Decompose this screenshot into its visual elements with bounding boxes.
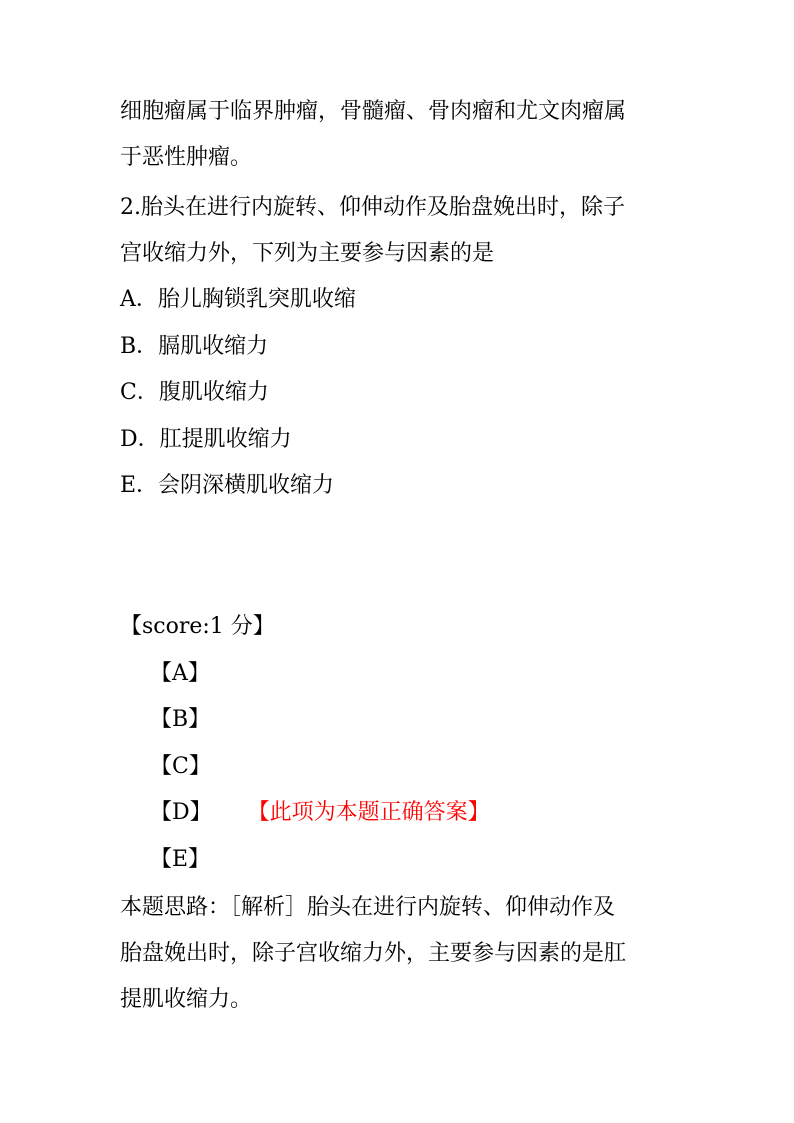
question-line-1: 2.胎头在进行内旋转、仰伸动作及胎盘娩出时，除子 [120, 195, 625, 220]
answer-a: 【A】 [150, 661, 210, 686]
option-a: A．胎儿胸锁乳突肌收缩 [120, 287, 356, 312]
answer-e: 【E】 [150, 847, 211, 872]
option-e: E．会阴深横肌收缩力 [120, 473, 335, 498]
option-c: C．腹肌收缩力 [120, 380, 269, 405]
answer-b: 【B】 [150, 707, 211, 732]
intro-line-1: 细胞瘤属于临界肿瘤，骨髓瘤、骨肉瘤和尤文肉瘤属 [120, 99, 627, 124]
option-b: B．膈肌收缩力 [120, 334, 269, 359]
option-d: D．肛提肌收缩力 [120, 427, 292, 452]
answer-d-row [150, 798, 490, 828]
score-label: 【score:1 分】 [120, 614, 275, 639]
intro-line-2: 于恶性肿瘤。 [120, 145, 253, 170]
answer-c: 【C】 [150, 754, 211, 779]
question-line-2: 宫收缩力外，下列为主要参与因素的是 [120, 241, 495, 266]
correct-answer-note: 【此项为本题正确答案】 [247, 800, 490, 825]
explanation-line-2: 胎盘娩出时，除子宫收缩力外，主要参与因素的是肛 [120, 941, 627, 966]
explanation-line-3: 提肌收缩力。 [120, 987, 253, 1012]
answer-d: 【D】 [150, 800, 212, 825]
explanation-line-1: 本题思路：［解析］胎头在进行内旋转、仰伸动作及 [120, 895, 616, 920]
